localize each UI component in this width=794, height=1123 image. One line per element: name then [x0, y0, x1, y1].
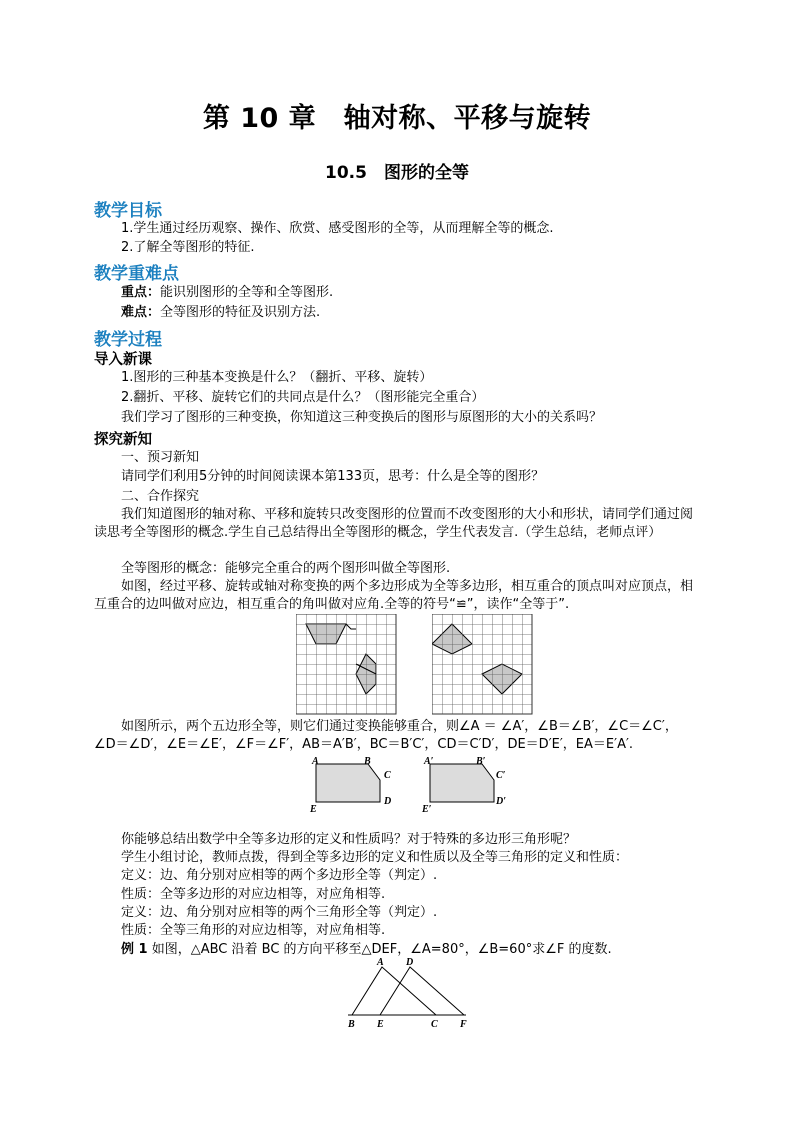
- vertex-label: A′: [424, 756, 434, 767]
- vertex-label: E: [377, 1019, 384, 1029]
- congruent-pentagons-figure: [306, 756, 516, 814]
- vertex-label: C′: [496, 770, 506, 781]
- explore-paragraph: 我们知道图形的轴对称、平移和旋转只改变图形的位置而不改变图形的大小和形状，请同学们通过阅读思考全等图形的概念.学生自己总结得出全等图形的概念，学生代表发言.（学生总结，老师点评）: [94, 507, 694, 540]
- vertex-label: D: [384, 796, 392, 807]
- translated-triangles-figure: [340, 955, 480, 1029]
- vertex-label: B′: [476, 756, 486, 767]
- summary-line: 你能够总结出数学中全等多边形的定义和性质吗？对于特殊的多边形三角形呢？: [121, 832, 577, 847]
- example-label: 例 1: [121, 942, 148, 957]
- example-text: 如图，△ABC 沿着 BC 的方向平移至△DEF，∠A=80°，∠B=60°求∠F 的度数.: [151, 942, 612, 957]
- part1-title: 一、预习新知: [121, 450, 200, 465]
- vertex-label: E′: [422, 804, 432, 814]
- intro-subheading: 导入新课: [94, 352, 152, 368]
- explore-subheading: 探究新知: [94, 432, 152, 448]
- part1-text: 请同学们利用5分钟的时间阅读课本第133页，思考：什么是全等的图形？: [121, 469, 545, 484]
- grid-figure-rotation: [432, 614, 536, 716]
- pentagon-correspondence-paragraph: 如图所示，两个五边形全等，则它们通过变换能够重合，则∠A ＝ ∠A′，∠B＝∠B′，∠C＝∠C′，∠D＝∠D′，∠E＝∠E′，∠F＝∠F′，AB＝A′B′，BC＝B′C′，CD＝C′D′，DE＝D′E′，EA＝E′A′.: [94, 719, 678, 752]
- summary-line: 定义：边、角分别对应相等的两个多边形全等（判定）.: [121, 868, 438, 883]
- difficult-point-line: [121, 304, 320, 322]
- grid-figure-translation: [296, 614, 400, 716]
- vertex-label: B: [348, 1019, 355, 1029]
- congruent-polygon-paragraph: 如图，经过平移、旋转或轴对称变换的两个多边形成为全等多边形，相互重合的顶点叫对应顶点，相互重合的边叫做对应边，相互重合的角叫做对应角.全等的符号“≌”，读作“全等于”.: [94, 579, 694, 612]
- vertex-label: C: [431, 1019, 438, 1029]
- summary-line: 性质：全等三角形的对应边相等，对应角相等.: [121, 923, 386, 938]
- summary-line: 定义：边、角分别对应相等的两个三角形全等（判定）.: [121, 905, 438, 920]
- key-point-line: [121, 284, 333, 302]
- intro-question: 2.翻折、平移、旋转它们的共同点是什么？（图形能完全重合）: [121, 390, 485, 405]
- summary-line: 学生小组讨论，教师点拨，得到全等多边形的定义和性质以及全等三角形的定义和性质：: [121, 850, 629, 865]
- chapter-title: 第 10 章 轴对称、平移与旋转: [202, 103, 592, 134]
- key-label: 重点：: [121, 285, 161, 300]
- intro-question: 我们学习了图形的三种变换，你知道这三种变换后的图形与原图形的大小的关系吗？: [121, 410, 603, 425]
- difficult-label: 难点：: [121, 305, 161, 320]
- vertex-label: A: [312, 756, 319, 767]
- goals-heading: 教学目标: [94, 201, 162, 221]
- key-points-heading: 教学重难点: [94, 264, 179, 284]
- section-title: 10.5 图形的全等: [325, 163, 469, 183]
- concept-definition: 全等图形的概念：能够完全重合的两个图形叫做全等图形.: [121, 561, 451, 576]
- vertex-label: D′: [496, 796, 507, 807]
- vertex-label: C: [384, 770, 391, 781]
- pentagon-right: [430, 764, 494, 802]
- difficult-text: 全等图形的特征及识别方法.: [160, 305, 321, 320]
- process-heading: 教学过程: [94, 330, 162, 350]
- pentagon-left: [316, 764, 380, 802]
- triangle-abc: [352, 967, 436, 1015]
- triangle-def: [380, 967, 464, 1015]
- goal-item: 2.了解全等图形的特征.: [121, 240, 255, 255]
- key-text: 能识别图形的全等和全等图形.: [160, 285, 334, 300]
- vertex-label: D: [406, 957, 414, 968]
- vertex-label: E: [310, 804, 317, 814]
- vertex-label: B: [364, 756, 371, 767]
- part2-title: 二、合作探究: [121, 489, 200, 504]
- summary-line: 性质：全等多边形的对应边相等，对应角相等.: [121, 887, 386, 902]
- vertex-label: F: [460, 1019, 467, 1029]
- goal-item: 1.学生通过经历观察、操作、欣赏、感受图形的全等，从而理解全等的概念.: [121, 221, 554, 236]
- vertex-label: A: [377, 957, 384, 968]
- intro-question: 1.图形的三种基本变换是什么？（翻折、平移、旋转）: [121, 370, 433, 385]
